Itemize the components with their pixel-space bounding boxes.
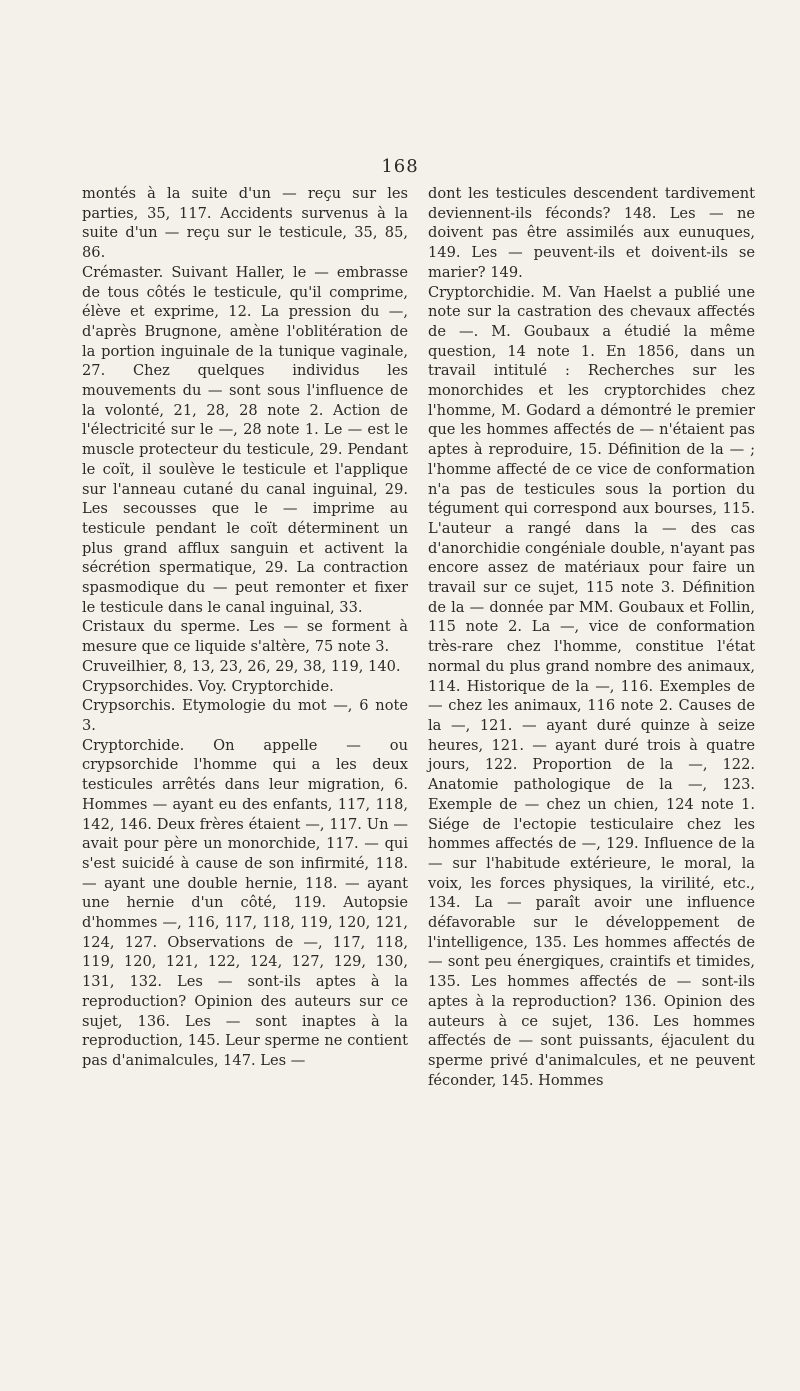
index-entry-cryptorchide: Cryptorchide. On appelle — ou crypsorchide l'homme qui a les deux testicules arrêtés dans leur migration, 6. Hommes — ayant eu des enfants, 117, 118, 142, 146. Deux frères étaient —, 117. Un — avait pour père un monorchide, 117. — qui s'est suicidé à cause de son infirmité, 118. — ayant une double hernie, 118. — ayant une hernie d'un côté, 119. Autopsie d'hommes —, 116, 117, 118, 119, 120, 121, 124, 127. Observations de —, 117, 118, 119, 120, 121, 122, 124, 127, 129, 130, 131, 132. Les — sont-ils aptes à la reproduction? Opinion des auteurs sur ce sujet, 136. Les — sont inaptes à la reproduction, 145. Leur sperme ne contient pas d'animalcules, 147. Les — <box>82 736 408 1069</box>
index-column-left <box>82 184 408 1071</box>
index-column-right <box>428 184 755 1090</box>
index-entry-crypsorchis: Crypsorchis. Etymologie du mot —, 6 note 3. <box>82 697 408 734</box>
index-entry-cryptorchidie: Cryptorchidie. M. Van Haelst a publié une note sur la castration des chevaux affectés de —. M. Goubaux a étudié la même question, 14 note 1. En 1856, dans un travail intitulé : Recherches sur les monorchides et les cryptorchides chez l'homme, M. Godard a démontré le premier que les hommes affectés de — n'étaient pas aptes à reproduire, 15. Définition de la — ; l'homme affecté de ce vice de conformation n'a pas de testicules sous la portion du tégument qui correspond aux bourses, 115. L'auteur a rangé dans la — des cas d'anorchidie congéniale double, n'ayant pas encore assez de matériaux pour faire un travail sur ce sujet, 115 note 3. Définition de la — donnée par MM. Goubaux et Follin, 115 note 2. La —, vice de conformation très-rare chez l'homme, constitue l'état normal du plus grand nombre des animaux, 114. Historique de la —, 116. Exemples de — chez les animaux, 116 note 2. Causes de la —, 121. — ayant duré quinze à seize heures, 121. — ayant duré trois à quatre jours, 122. Proportion de la —, 122. Anatomie pathologique de la —, 123. Exemple de — chez un chien, 124 note 1. Siége de l'ectopie testiculaire chez les hommes affectés de —, 129. Influence de la — sur l'habitude extérieure, le moral, la voix, les forces physiques, la virilité, etc., 134. La — paraît avoir une influence défavorable sur le développement de l'intelligence, 135. Les hommes affectés de — sont peu énergiques, craintifs et timides, 135. Les hommes affectés de — sont-ils aptes à la reproduction? 136. Opinion des auteurs à ce sujet, 136. Les hommes affectés de — sont puissants, éjaculent du sperme privé d'animalcules, et ne peuvent féconder, 145. Hommes <box>428 283 755 1089</box>
index-entry: montés à la suite d'un — reçu sur les parties, 35, 117. Accidents survenus à la suite d'un — reçu sur le testicule, 35, 85, 86. <box>82 185 408 262</box>
index-entry-crypsorchides: Crypsorchides. Voy. Cryptorchide. <box>82 677 334 695</box>
page-number: 168 <box>381 156 419 177</box>
index-entry-cremaster: Crémaster. Suivant Haller, le — embrasse de tous côtés le testicule, qu'il comprime, élève et exprime, 12. La pression du —, d'après Brugnone, amène l'oblitération de la portion inguinale de la tunique vaginale, 27. Chez quelques individus les mouvements du — sont sous l'influence de la volonté, 21, 28, 28 note 2. Action de l'électricité sur le —, 28 note 1. Le — est le muscle protecteur du testicule, 29. Pendant le coït, il soulève le testicule et l'applique sur l'anneau cutané du canal inguinal, 29. Les secousses que le — imprime au testicule pendant le coït déterminent un plus grand afflux sanguin et activent la sécrétion spermatique, 29. La contraction spasmodique du — peut remonter et fixer le testicule dans le canal inguinal, 33. <box>82 263 408 616</box>
index-entry-cruveilhier: Cruveilhier, 8, 13, 23, 26, 29, 38, 119, 140. <box>82 657 401 675</box>
index-entry-continued: dont les testicules descendent tardivement deviennent-ils féconds? 148. Les — ne doivent pas être assimilés aux eunuques, 149. Les — peuvent-ils et doivent-ils se marier? 149. <box>428 185 755 281</box>
index-entry-cristaux: Cristaux du sperme. Les — se forment à mesure que ce liquide s'altère, 75 note 3. <box>82 618 408 656</box>
